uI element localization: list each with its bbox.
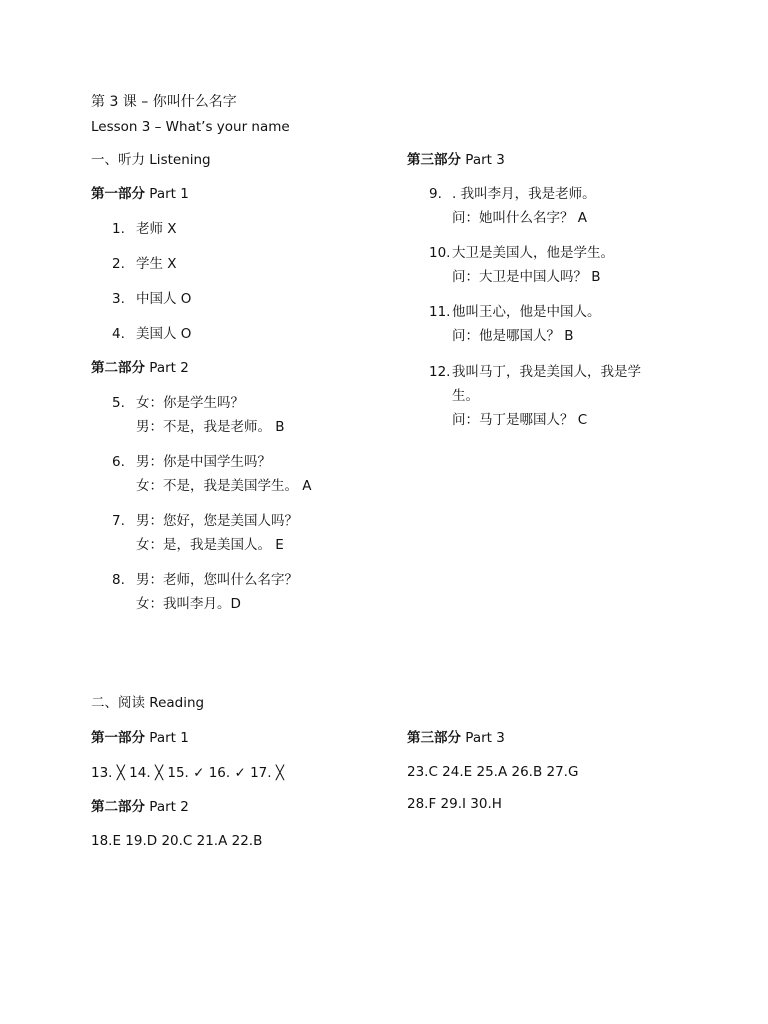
item-text: 美国人 O (136, 326, 192, 342)
list-item (112, 291, 192, 307)
dialogue-line: 我叫马丁，我是美国人，我是学 (452, 364, 641, 380)
dialogue-line: 女：不是，我是美国学生。 A (136, 478, 312, 494)
dialogue-line: 问：他是哪国人？ B (452, 328, 574, 344)
item-text: 学生 X (136, 256, 177, 272)
item-number: 10. (429, 245, 451, 261)
part-label-en: Part 2 (149, 360, 189, 376)
item-text: 中国人 O (136, 291, 192, 307)
item-number: 12. (429, 364, 451, 380)
reading-part2-answers: 18.E 19.D 20.C 21.A 22.B (91, 833, 263, 849)
dialogue-line: 他叫王心，他是中国人。 (452, 304, 601, 320)
list-item (429, 304, 601, 344)
dialogue-line: 女：是，我是美国人。 E (136, 537, 284, 553)
reading-part2-heading (91, 799, 189, 815)
item-number: 3. (112, 291, 125, 307)
part-label: 第二部分 (91, 799, 145, 815)
list-item (429, 245, 614, 285)
reading-part1-answers: 13. ╳ 14. ╳ 15. ✓ 16. ✓ 17. ╳ (91, 765, 284, 781)
list-item (112, 395, 285, 435)
reading-heading: 二、阅读 Reading (91, 695, 205, 711)
list-item (112, 454, 312, 494)
lesson-title-zh: 第 3 课 – 你叫什么名字 (91, 94, 237, 110)
part-label-en: Part 3 (465, 152, 505, 168)
dialogue-line: 男：您好，您是美国人吗？ (136, 513, 298, 529)
dialogue-line: 女：我叫李月。D (136, 596, 241, 612)
part-label: 第三部分 (407, 152, 461, 168)
dialogue-line: 大卫是美国人，他是学生。 (452, 245, 614, 261)
part-label: 第一部分 (91, 730, 145, 746)
part-label: 第三部分 (407, 730, 461, 746)
listening-part3-heading (407, 152, 505, 168)
list-item (112, 256, 177, 272)
list-item (429, 186, 596, 226)
reading-part3-answers-line2: 28.F 29.I 30.H (407, 796, 502, 812)
reading-part1-heading (91, 730, 189, 746)
dialogue-line: 男：不是，我是老师。 B (136, 419, 285, 435)
dialogue-line: 问：她叫什么名字？ A (452, 210, 588, 226)
item-number: 1. (112, 221, 125, 237)
part-label-en: Part 2 (149, 799, 189, 815)
dialogue-line: 问：马丁是哪国人？ C (452, 412, 588, 428)
item-number: 6. (112, 454, 125, 470)
dialogue-line-continued: 生。 (452, 388, 479, 404)
dialogue-line: . 我叫李月，我是老师。 (452, 186, 596, 202)
lesson-title-en: Lesson 3 – What’s your name (91, 119, 290, 135)
item-number: 5. (112, 395, 125, 411)
item-number: 2. (112, 256, 125, 272)
listening-heading: 一、听力 Listening (91, 152, 211, 168)
listening-part2-heading (91, 360, 189, 376)
part-label: 第一部分 (91, 186, 145, 202)
dialogue-line: 问：大卫是中国人吗？ B (452, 269, 601, 285)
list-item (112, 572, 298, 612)
item-number: 9. (429, 186, 442, 202)
dialogue-line: 男：你是中国学生吗？ (136, 454, 271, 470)
item-number: 8. (112, 572, 125, 588)
dialogue-line: 男：老师，您叫什么名字？ (136, 572, 298, 588)
item-number: 11. (429, 304, 451, 320)
reading-part3-heading (407, 730, 505, 746)
list-item (112, 513, 298, 553)
part-label-en: Part 3 (465, 730, 505, 746)
item-text: 老师 X (136, 221, 177, 237)
list-item (429, 364, 641, 428)
list-item (112, 326, 192, 342)
reading-part3-answers-line1: 23.C 24.E 25.A 26.B 27.G (407, 764, 579, 780)
item-number: 7. (112, 513, 125, 529)
part-label-en: Part 1 (149, 186, 189, 202)
item-number: 4. (112, 326, 125, 342)
listening-part1-heading (91, 186, 189, 202)
list-item (112, 221, 177, 237)
dialogue-line: 女：你是学生吗？ (136, 395, 244, 411)
part-label: 第二部分 (91, 360, 145, 376)
part-label-en: Part 1 (149, 730, 189, 746)
